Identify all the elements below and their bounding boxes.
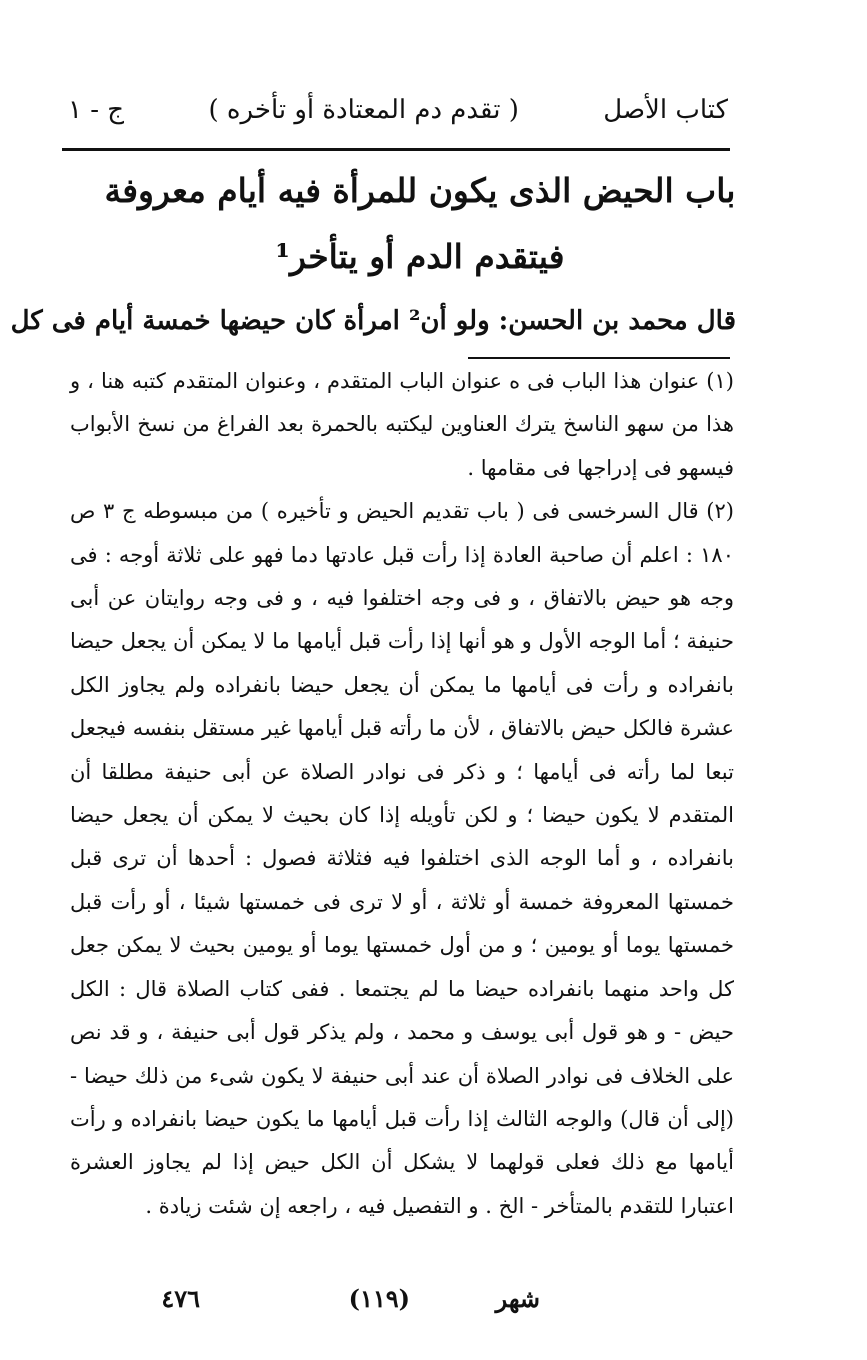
chapter-heading <box>100 158 740 290</box>
volume-number: ج - ١ <box>68 95 125 125</box>
footnote-divider <box>468 357 730 359</box>
signature-mark: شهر <box>495 1284 540 1313</box>
header-divider <box>62 148 730 151</box>
sequence-number: (١١٩) <box>348 1284 410 1313</box>
running-header <box>68 88 728 132</box>
book-title: كتاب الأصل <box>603 95 728 125</box>
main-text: قال محمد بن الحسن: ولو أن² امرأة كان حيضها خمسة أيام فى كل <box>10 306 736 336</box>
chapter-title-line-2: فيتقدم الدم أو يتأخر¹ <box>275 237 565 276</box>
chapter-title-line-1: باب الحيض الذى يكون للمرأة فيه أيام معروفة <box>104 171 736 210</box>
footnote-2: (٢) قال السرخسى فى ( باب تقديم الحيض و تأخيره ) من مبسوطه ج ٣ ص ١٨٠ : اعلم أن صاحبة العادة إذا رأت قبل عادتها دما فهو على ثلاثة أوجه : فى وجه هو حيض بالاتفاق ، و فى وجه اختلفوا فيه ، و فى وجه روايتان عن أبى حنيفة ؛ أما الوجه الأول و هو أنها إذا رأت قبل أيامها ما لا يمكن أن يجعل حيضا بانفراده و رأت فى أيامها ما يمكن أن يجعل حيضا بانفراده ولم يجاوز الكل عشرة فالكل حيض بالاتفاق ، لأن ما رأته قبل أيامها غير مستقل بنفسه فيجعل تبعا لما رأته فى أيامها ؛ و ذكر فى نوادر الصلاة عن أبى حنيفة مطلقا أن المتقدم لا يكون حيضا ؛ و لكن تأويله إذا كان بحيث لا يمكن أن يجعل حيضا بانفراده ، و أما الوجه الذى اختلفوا فيه فثلاثة فصول : أحدها أن ترى قبل خمستها المعروفة خمسة أو ثلاثة ، أو لا ترى فى خمستها شيئا ، أو رأت قبل خمستها يوما أو يومين ؛ و من أول خمستها يوما أو يومين بحيث لا يمكن جعل كل واحد منهما بانفراده حيضا ما لم يجتمعا . ففى كتاب الصلاة قال : الكل حيض - و هو قول أبى يوسف و محمد ، ولم يذكر قول أبى حنيفة ، و قد نص على الخلاف فى نوادر الصلاة أن عند أبى حنيفة لا يكون شىء من ذلك حيضا - (إلى أن قال) والوجه الثالث إذا رأت قبل أيامها ما يكون حيضا بانفراده و رأت أيامها مع ذلك فعلى قولهما لا يشكل أن الكل حيض إذا لم يجاوز العشرة اعتبارا للتقدم بالمتأخر - الخ . و التفصيل فيه ، راجعه إن شئت زيادة . <box>70 499 734 1218</box>
footnotes <box>70 360 734 1228</box>
page-number: ٤٧٦ <box>161 1284 200 1313</box>
section-title: ( تقدم دم المعتادة أو تأخره ) <box>208 95 519 125</box>
page-footer <box>100 1284 540 1320</box>
footnote-1: (١) عنوان هذا الباب فى ه عنوان الباب المتقدم ، وعنوان المتقدم كتبه هنا ، و هذا من سهو الناسخ يترك العناوين ليكتبه بالحمرة بعد الفراغ من نسخ الأبواب فيسهو فى إدراجها فى مقامها . <box>70 369 734 480</box>
